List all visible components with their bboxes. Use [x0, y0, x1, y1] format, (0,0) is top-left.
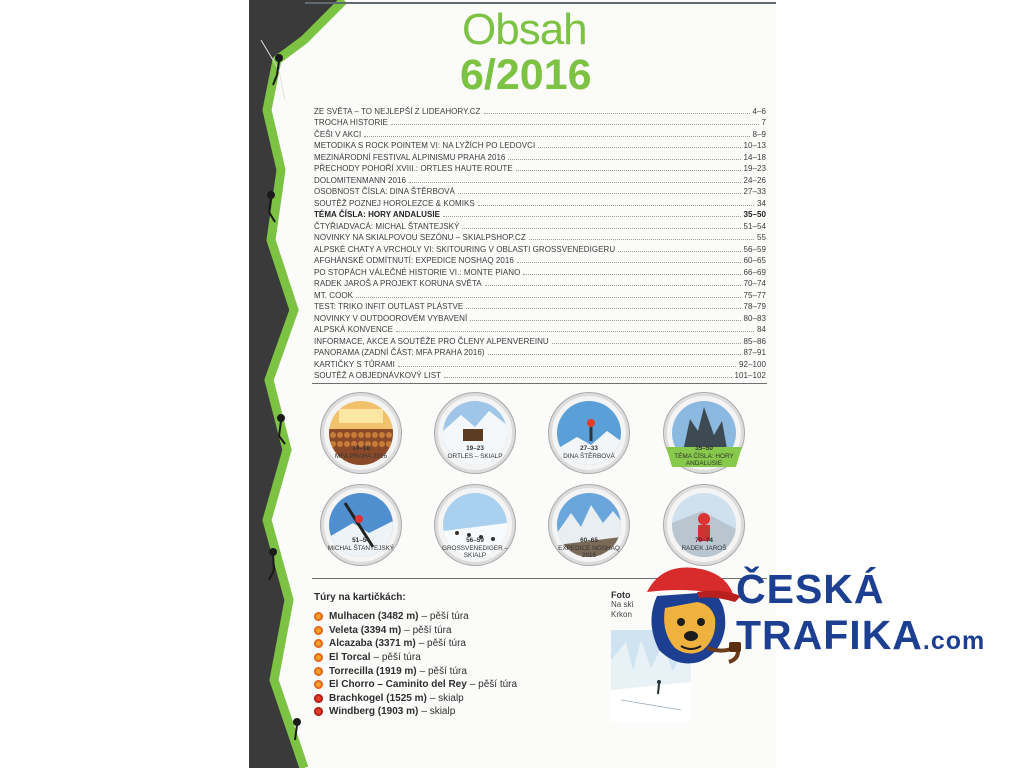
toc-entry [314, 185, 766, 197]
lion-mascot-icon [637, 562, 749, 672]
tour-item [314, 664, 517, 678]
toc-entry [314, 265, 766, 277]
toc-entry-title: ČTYŘIADVACÁ: MICHAL ŠTANTEJSKÝ [314, 221, 460, 231]
toc-entry-pages: 10–13 [743, 141, 766, 150]
toc-entry-title: AFGHÁNSKÉ ODMÍTNUTÍ: EXPEDICE NOSHAQ 2016 [314, 256, 514, 265]
article-thumbnail [435, 485, 515, 565]
toc-entry-title: MEZINÁRODNÍ FESTIVAL ALPINISMU PRAHA 2016 [314, 152, 506, 162]
toc-entry-title: TROCHA HISTORIE [314, 118, 388, 127]
thumbnail-label [666, 537, 742, 552]
tour-name: Brachkogel (1525 m) [329, 692, 427, 704]
thumbnail-label [323, 537, 399, 552]
article-thumbnail [321, 393, 401, 473]
toc-entry [314, 219, 766, 231]
tour-item [314, 610, 517, 624]
title-issue: 6/2016 [460, 51, 592, 99]
skialp-icon [314, 707, 323, 716]
toc-entry [314, 323, 766, 335]
toc-entry [314, 104, 766, 116]
toc-entry-pages: 92–100 [739, 359, 766, 369]
thumbnail-label [551, 537, 627, 560]
toc-entry-title: ČEŠI V AKCI [314, 129, 362, 139]
toc-leader-dots [516, 170, 741, 171]
tours-list [314, 592, 517, 719]
ceska-trafika-logo [637, 562, 1007, 672]
toc-entry [314, 277, 766, 289]
toc-entry [314, 346, 766, 358]
toc-entry [314, 231, 766, 243]
toc-entry-pages: 87–91 [743, 348, 766, 357]
article-thumbnail [664, 485, 744, 565]
toc-leader-dots [484, 113, 750, 114]
toc-leader-dots [364, 136, 749, 137]
toc-entry [314, 311, 766, 323]
toc-entry [314, 242, 766, 254]
toc-entry-pages: 7 [761, 118, 766, 127]
tour-name: Windberg (1903 m) [329, 706, 419, 718]
thumbnail-pages: 35–50 [695, 445, 713, 452]
tour-name: Mulhacen (3482 m) [329, 611, 419, 623]
article-thumbnail [321, 485, 401, 565]
toc-leader-dots [462, 228, 740, 229]
thumbnail-pages: 70–74 [695, 537, 713, 544]
tour-type: – pěší túra [373, 652, 421, 664]
brand-line-1: ČESKÁ [736, 566, 885, 612]
toc-entry [314, 173, 766, 185]
tour-item [314, 692, 517, 706]
toc-leader-dots [552, 343, 741, 344]
toc-entry-pages: 27–33 [743, 187, 766, 196]
tour-item [314, 678, 517, 692]
toc-leader-dots [538, 147, 740, 148]
thumbnail-caption: EXPEDICE NOSHAQ 2016 [558, 544, 620, 559]
tour-name: El Torcal [329, 652, 371, 664]
toc-entry-title: ZE SVĚTA – TO NEJLEPŠÍ Z LIDEAHORY.CZ [314, 106, 481, 116]
toc-entry-pages: 80–83 [743, 313, 766, 323]
top-rule [305, 2, 776, 4]
tour-item [314, 624, 517, 638]
toc-entry-title: OSOBNOST ČÍSLA: DINA ŠTĚRBOVÁ [314, 187, 455, 196]
thumbnail-pages: 19–23 [466, 445, 484, 452]
hiking-icon [314, 667, 323, 676]
toc-leader-dots [618, 251, 740, 252]
toc-leader-dots [523, 274, 740, 275]
hiking-icon [314, 626, 323, 635]
toc-entry-title: INFORMACE, AKCE A SOUTĚŽE PRO ČLENY ALPENVEREINU [314, 336, 549, 346]
toc-entry [314, 150, 766, 162]
tour-name: Torrecilla (1919 m) [329, 665, 417, 677]
toc-entry [314, 288, 766, 300]
toc-entry-title: TEST: TRIKO INFIT OUTLAST PLÁSTVE [314, 302, 464, 311]
toc-entry [314, 254, 766, 266]
toc-entry-title: SOUTĚŽ A OBJEDNÁVKOVÝ LIST [314, 371, 442, 380]
toc-entry-title: RADEK JAROŠ A PROJEKT KORUNA SVĚTA [314, 279, 482, 288]
article-thumbnail [549, 485, 629, 565]
toc-entry-pages: 85–86 [743, 336, 766, 346]
toc-leader-dots [444, 377, 731, 378]
toc-entry-title: TÉMA ČÍSLA: HORY ANDALUSIE [314, 210, 441, 219]
thumbnail-caption: DINA ŠTĚRBOVÁ [563, 452, 615, 460]
tour-name: Veleta (3394 m) [329, 624, 402, 636]
thumbnail-pages: 60–65 [580, 537, 598, 544]
toc-leader-dots [391, 124, 759, 125]
toc-entry-title: KARTIČKY S TŮRAMI [314, 359, 395, 369]
toc-leader-dots [470, 320, 740, 321]
toc-leader-dots [488, 354, 741, 355]
article-thumbnail [549, 393, 629, 473]
tour-type: – skialp [429, 692, 464, 704]
page-title [460, 5, 592, 99]
thumbnail-caption: GROSSVENEDIGER – SKIALP [441, 544, 509, 559]
divider [312, 383, 767, 384]
toc-leader-dots [409, 182, 740, 183]
toc-entry-pages: 8–9 [752, 129, 766, 139]
toc-entry-pages: 75–77 [743, 290, 766, 300]
toc-entry-pages: 78–79 [743, 302, 766, 311]
toc-entry [314, 196, 766, 208]
toc-entry-pages: 19–23 [743, 164, 766, 173]
toc-leader-dots [398, 366, 736, 367]
toc-leader-dots [508, 159, 740, 160]
title-word: Obsah [462, 5, 587, 54]
photo-line: Krkon [611, 610, 632, 619]
toc-entry [314, 162, 766, 174]
toc-entry-title: METODIKA S ROCK POINTEM VI: NA LYŽÍCH PO LEDOVCI [314, 141, 536, 150]
toc-leader-dots [396, 331, 754, 332]
toc-leader-dots [466, 308, 740, 309]
toc-leader-dots [529, 239, 754, 240]
toc-entry-title: SOUTĚŽ POZNEJ HOROLEZCE & KOMIKS [314, 198, 475, 208]
toc-entry-pages: 55 [757, 233, 766, 242]
toc-entry-pages: 60–65 [743, 256, 766, 265]
thumbnail-caption: ORTLES – SKIALP [447, 452, 503, 460]
skialp-icon [314, 694, 323, 703]
toc-leader-dots [356, 297, 740, 298]
table-of-contents [314, 104, 766, 380]
thumbnail-label [666, 445, 742, 468]
toc-entry-title: NOVINKY NA SKIALPOVOU SEZÓNU – SKIALPSHOP.CZ [314, 233, 526, 242]
toc-entry-title: PO STOPÁCH VÁLEČNÉ HISTORIE VI.: MONTE PIANO [314, 267, 521, 277]
toc-leader-dots [478, 205, 754, 206]
toc-entry-pages: 84 [757, 325, 766, 334]
toc-entry-pages: 4–6 [752, 106, 766, 116]
toc-leader-dots [458, 193, 741, 194]
article-thumbnail [664, 393, 744, 473]
toc-entry [314, 208, 766, 220]
toc-entry-pages: 70–74 [743, 279, 766, 288]
hiking-icon [314, 653, 323, 662]
tour-type: – pěší túra [469, 679, 518, 691]
tour-item [314, 651, 517, 665]
tour-type: – pěší túra [404, 624, 452, 636]
toc-entry [314, 369, 766, 381]
tour-type: – pěší túra [421, 611, 469, 623]
brand-word: TRAFIKA [736, 612, 923, 658]
toc-entry-title: ALPSKÉ CHATY A VRCHOLY VI: SKITOURING V OBLASTI GROSSVENEDIGERU [314, 244, 616, 254]
toc-leader-dots [443, 216, 740, 217]
toc-entry-pages: 34 [757, 198, 766, 208]
thumbnail-label [551, 445, 627, 460]
toc-leader-dots [485, 285, 741, 286]
toc-entry-title: ALPSKÁ KONVENCE [314, 325, 393, 334]
thumbnail-caption: TÉMA ČÍSLA: HORY ANDALUSIE [674, 452, 734, 467]
toc-entry-pages: 56–59 [743, 244, 766, 254]
tour-type: – skialp [421, 706, 456, 718]
thumbnail-pages: 14–18 [352, 445, 370, 452]
toc-entry-title: PŘECHODY POHOŘÍ XVIII.: ORTLES HAUTE ROUTE [314, 164, 513, 173]
toc-entry [314, 116, 766, 128]
article-thumbnail [435, 393, 515, 473]
tour-item [314, 705, 517, 719]
toc-entry-pages: 51–54 [743, 221, 766, 231]
brand-line-2 [736, 612, 985, 659]
toc-entry-title: DOLOMITENMANN 2016 [314, 175, 407, 185]
tours-heading: Túry na kartičkách: [314, 592, 406, 603]
toc-entry [314, 127, 766, 139]
hiking-icon [314, 612, 323, 621]
toc-entry [314, 300, 766, 312]
tour-type: – pěší túra [419, 665, 467, 677]
toc-entry [314, 357, 766, 369]
tour-name: El Chorro – Caminito del Rey [329, 679, 467, 691]
thumbnail-label [437, 537, 513, 560]
brand-suffix: .com [922, 627, 986, 655]
toc-entry-pages: 66–69 [743, 267, 766, 277]
toc-entry-title: NOVINKY V OUTDOOROVÉM VYBAVENÍ [314, 313, 468, 323]
toc-leader-dots [517, 262, 741, 263]
thumbnail-pages: 27–33 [580, 445, 598, 452]
thumbnail-pages: 51–54 [352, 537, 370, 544]
photo-title: Foto [611, 590, 631, 600]
thumbnail-label [437, 445, 513, 460]
photo-line: Na ski [611, 600, 634, 609]
toc-entry-pages: 35–50 [743, 210, 766, 219]
thumbnail-pages: 56–59 [466, 537, 484, 544]
toc-entry-pages: 101–102 [734, 371, 766, 380]
tour-type: – pěší túra [418, 638, 466, 650]
tour-item [314, 637, 517, 651]
thumbnail-caption: MFA PRAHA 2016 [334, 452, 388, 460]
hiking-icon [314, 639, 323, 648]
toc-entry [314, 334, 766, 346]
thumbnail-caption: MICHAL ŠTANTEJSKÝ [327, 544, 395, 552]
tour-name: Alcazaba (3371 m) [329, 638, 416, 650]
thumbnail-label [323, 445, 399, 460]
toc-entry [314, 139, 766, 151]
toc-entry-pages: 24–26 [743, 175, 766, 185]
toc-entry-title: MT. COOK [314, 290, 354, 300]
thumbnail-caption: RADEK JAROŠ [681, 544, 727, 552]
toc-entry-title: PANORAMA (ZADNÍ ČÁST: MFA PRAHA 2016) [314, 348, 485, 357]
toc-entry-pages: 14–18 [743, 152, 766, 162]
hiking-icon [314, 680, 323, 689]
